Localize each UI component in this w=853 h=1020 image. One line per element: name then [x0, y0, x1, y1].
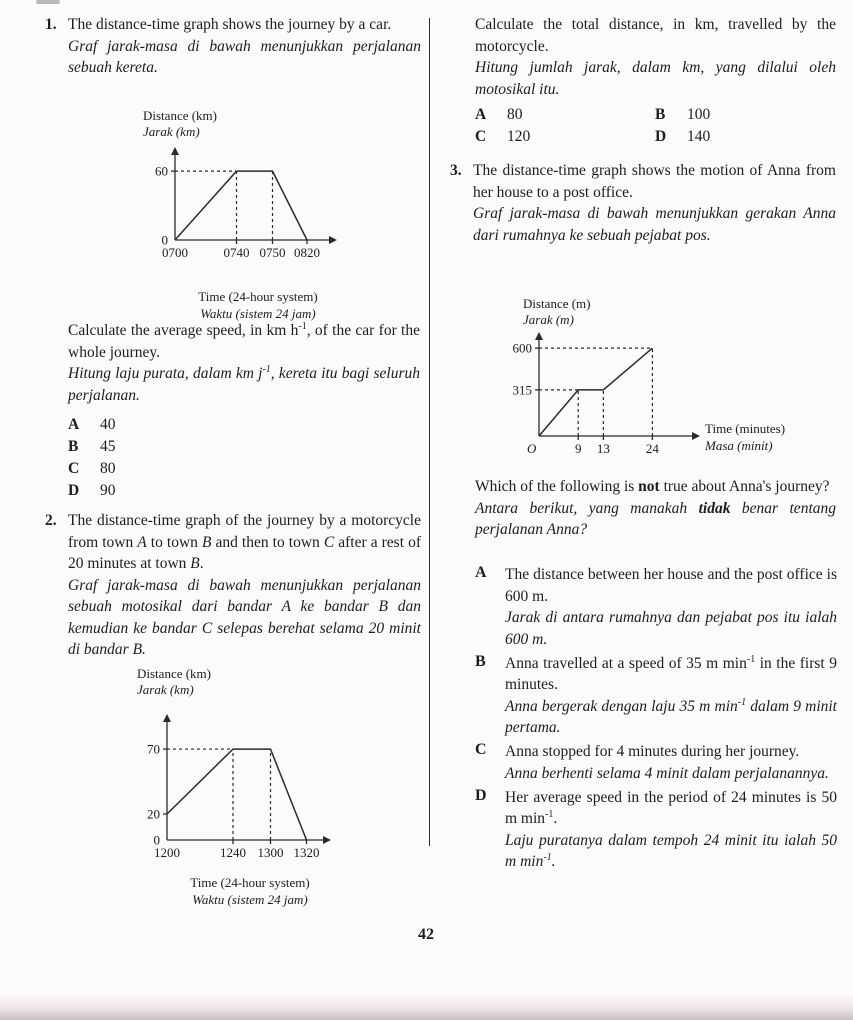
x-axis-label-ms: Waktu (sistem 24 jam): [192, 891, 308, 907]
x-axis-label-en: Time (24-hour system): [198, 289, 318, 304]
question-1: [45, 14, 421, 79]
option-value: 80: [507, 106, 523, 123]
question-3-options: [475, 564, 837, 875]
q3-graph-svg: [495, 294, 830, 462]
option-text-en: Anna travelled at a speed of 35 m $\min^{-1}$ in the first 9 minutes.: [505, 653, 837, 693]
svg-text:Time (minutes): Time (minutes): [705, 421, 786, 436]
option-key: B: [655, 106, 666, 123]
svg-text:315: 315: [512, 382, 532, 398]
question-1-option-c: [68, 458, 420, 480]
question-3-option-c: [475, 741, 837, 784]
question-3-option-d: [475, 787, 837, 873]
question-2: [45, 510, 421, 661]
scan-artifact: [36, 0, 60, 4]
question-1-chart: [133, 106, 383, 322]
option-value: 40: [100, 416, 116, 433]
svg-text:70: 70: [147, 741, 160, 757]
question-1-options: [68, 414, 420, 502]
svg-text:0: 0: [153, 832, 160, 848]
svg-text:Distance (km): Distance (km): [137, 666, 212, 681]
question-3-option-a: [475, 564, 837, 650]
x-axis-label-ms: Waktu (sistem 24 jam): [200, 305, 316, 321]
question-1-prompt-en: Calculate the average speed, in km $h^{-1}$, of the car for the whole journey.: [68, 320, 420, 361]
question-3-text-ms: Graf jarak-masa di bawah menunjukkan gerakan Anna dari rumahnya ke sebuah pejabat pos.: [473, 205, 836, 244]
question-2-option-d: [655, 126, 836, 148]
option-value: 45: [100, 438, 116, 455]
question-3-option-b: [475, 653, 837, 739]
question-1-text-en: The distance-time graph shows the journey by a car.: [68, 16, 392, 33]
option-text-en: Anna stopped for 4 minutes during her journey.: [505, 743, 800, 760]
question-2-option-b: [655, 104, 836, 126]
option-value: 80: [100, 460, 116, 477]
question-2-option-a: [475, 104, 655, 126]
question-3-body: [450, 160, 836, 246]
q1-graph-x-axis-label: [133, 289, 383, 322]
option-key: C: [475, 741, 487, 758]
option-text-ms: Anna bergerak dengan laju 35 m $\min^{-1}$ dalam 9 minit pertama.: [505, 696, 837, 736]
option-key: D: [655, 128, 667, 145]
question-2-prompt-en: Calculate the total distance, in km, travelled by the motorcycle.: [475, 16, 836, 55]
option-value: 120: [507, 128, 531, 145]
question-1-prompt: [68, 320, 420, 502]
question-2-option-c: [475, 126, 655, 148]
svg-text:0750: 0750: [259, 245, 286, 260]
page-bottom-shadow: [0, 994, 853, 1020]
svg-text:0820: 0820: [294, 245, 320, 260]
option-key: A: [475, 564, 487, 581]
option-key: A: [68, 416, 80, 433]
question-2-chart: [125, 664, 375, 908]
option-key: A: [475, 106, 487, 123]
option-key: B: [475, 652, 486, 670]
svg-text:Masa (minit): Masa (minit): [705, 438, 773, 453]
q2-graph-x-axis-label: [125, 875, 375, 908]
question-3: [450, 160, 836, 246]
svg-text:600: 600: [512, 340, 532, 356]
svg-text:Jarak (km): Jarak (km): [143, 124, 200, 139]
question-2-text-ms: Graf jarak-masa di bawah menunjukkan perjalanan sebuah motosikal dari bandar A ke bandar B dan kemudian ke bandar C selepas berehat selama 20 minit di bandar B.: [68, 576, 421, 658]
svg-text:Distance (m): Distance (m): [523, 296, 591, 311]
svg-text:0: 0: [161, 232, 168, 248]
svg-text:Distance (km): Distance (km): [143, 108, 218, 123]
svg-text:0740: 0740: [223, 245, 250, 260]
svg-text:24: 24: [645, 441, 659, 456]
question-1-option-b: [68, 436, 420, 458]
question-2-text-en: The distance-time graph of the journey by a motorcycle from town A to town B and then to town C after a rest of 20 minutes at town B.: [68, 512, 421, 572]
question-1-option-a: [68, 414, 420, 436]
svg-text:60: 60: [155, 163, 168, 179]
question-3-prompt: [475, 476, 836, 541]
option-key: B: [68, 438, 79, 455]
page-number: 42: [418, 926, 434, 943]
question-1-text-ms: Graf jarak-masa di bawah menunjukkan perjalanan sebuah kereta.: [68, 37, 421, 76]
option-key: C: [68, 460, 80, 477]
svg-text:Jarak (m): Jarak (m): [523, 312, 574, 327]
svg-text:Jarak (km): Jarak (km): [137, 682, 194, 697]
svg-text:0700: 0700: [162, 245, 188, 260]
question-2-body: [45, 510, 421, 661]
option-text-ms: Jarak di antara rumahnya dan pejabat pos itu ialah 600 m.: [505, 609, 837, 648]
option-key: D: [475, 786, 487, 804]
svg-text:1200: 1200: [154, 845, 180, 860]
option-value: 100: [687, 106, 711, 123]
question-2-number: 2.: [45, 512, 57, 529]
option-value: 90: [100, 482, 116, 499]
svg-text:O: O: [527, 441, 537, 456]
svg-text:20: 20: [147, 806, 160, 822]
q1-graph-svg: [133, 106, 383, 278]
question-3-text-en: The distance-time graph shows the motion of Anna from her house to a post office.: [473, 162, 836, 201]
option-value: 140: [687, 128, 711, 145]
svg-text:9: 9: [574, 441, 582, 456]
option-text-ms: Laju puratanya dalam tempoh 24 minit itu ialah 50 m $\min^{-1}$.: [505, 831, 837, 870]
column-divider: [429, 18, 430, 846]
question-3-chart: [495, 294, 830, 467]
question-3-number: 3.: [450, 162, 462, 179]
question-2-prompt-ms: Hitung jumlah jarak, dalam km, yang dilalui oleh motosikal itu.: [475, 59, 836, 98]
svg-text:1240: 1240: [220, 845, 246, 860]
x-axis-label-en: Time (24-hour system): [190, 875, 310, 890]
question-2-options: [475, 104, 836, 148]
question-2-prompt: [475, 14, 836, 148]
question-1-prompt-ms: Hitung laju purata, dalam km $j^{-1}$, kereta itu bagi seluruh perjalanan.: [68, 363, 420, 404]
svg-text:1300: 1300: [257, 845, 284, 860]
question-3-prompt-en: Which of the following is not true about Anna's journey?: [475, 478, 830, 495]
svg-text:1320: 1320: [293, 845, 320, 860]
option-key: C: [475, 128, 487, 145]
question-1-body: [45, 14, 421, 79]
option-text-en: The distance between her house and the post office is 600 m.: [505, 566, 837, 605]
q2-graph-svg: [125, 664, 375, 864]
question-1-option-d: [68, 480, 420, 502]
option-key: D: [68, 482, 80, 499]
option-text-en: Her average speed in the period of 24 minutes is 50 m $\min^{-1}$.: [505, 788, 837, 827]
question-1-number: 1.: [45, 16, 57, 33]
svg-text:13: 13: [596, 441, 610, 456]
question-3-prompt-ms: Antara berikut, yang manakah tidak benar tentang perjalanan Anna?: [475, 499, 836, 538]
option-text-ms: Anna berhenti selama 4 minit dalam perjalanannya.: [505, 764, 829, 782]
